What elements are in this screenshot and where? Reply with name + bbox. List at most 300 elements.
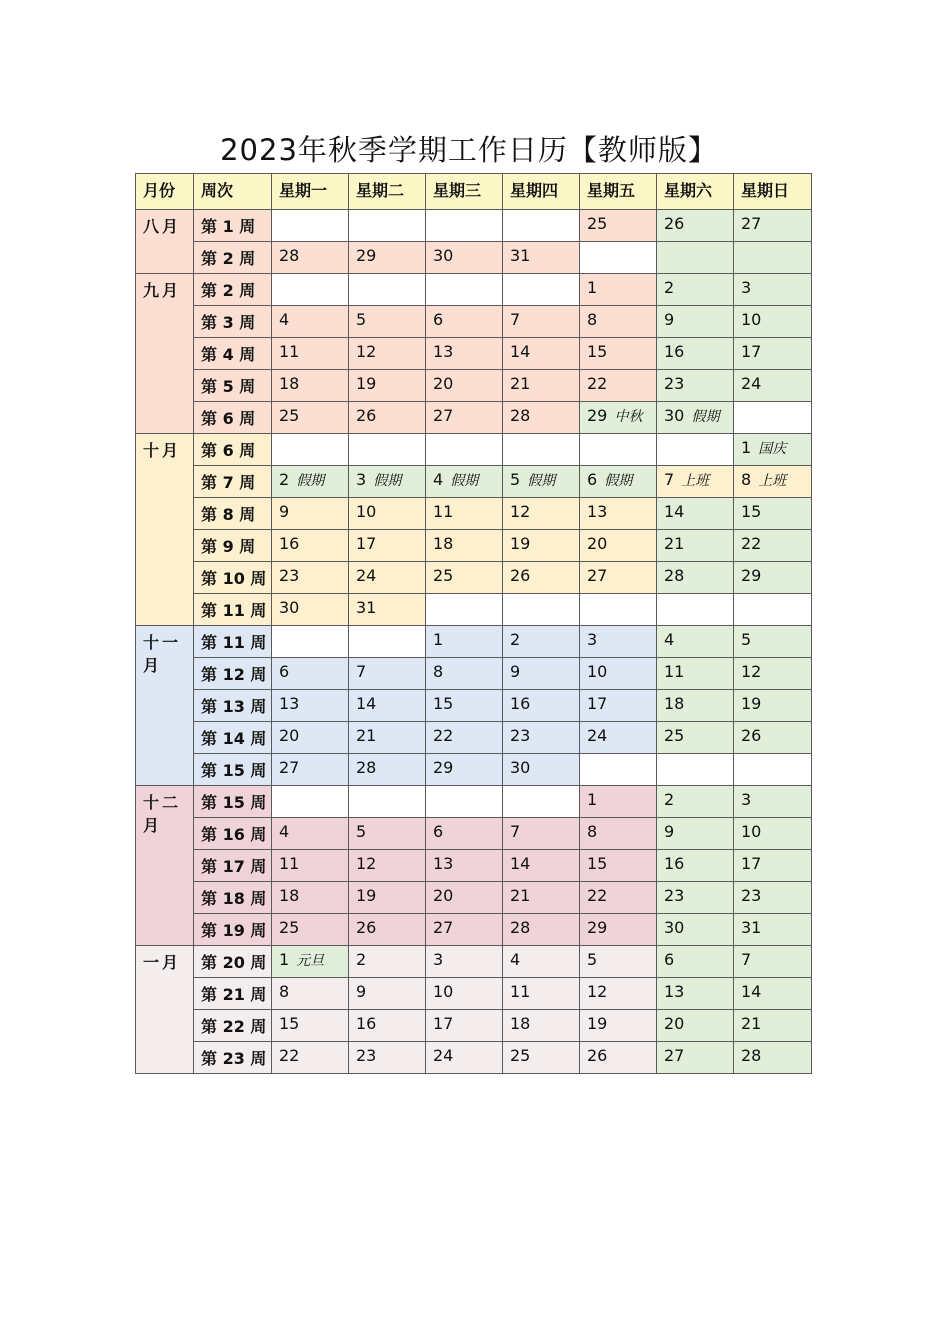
day-cell: [580, 626, 657, 658]
day-number: 14: [664, 502, 685, 521]
day-number: 10: [741, 310, 762, 329]
week-row: [136, 594, 812, 626]
day-number: 4: [510, 950, 521, 969]
day-number: 11: [433, 502, 454, 521]
day-note: 上班: [758, 473, 787, 489]
day-number: 12: [356, 342, 377, 361]
day-cell: [426, 850, 503, 882]
day-number: 8: [741, 470, 752, 489]
day-number: 23: [664, 886, 685, 905]
day-cell: [349, 434, 426, 466]
day-cell: [272, 434, 349, 466]
day-number: 24: [741, 374, 762, 393]
day-number: 30: [433, 246, 454, 265]
day-number: 7: [510, 310, 521, 329]
day-cell: [272, 946, 349, 978]
day-cell: [657, 1010, 734, 1042]
day-cell: [426, 754, 503, 786]
day-cell: [426, 370, 503, 402]
day-cell: [580, 466, 657, 498]
day-number: 29: [587, 406, 608, 425]
day-cell: [580, 1042, 657, 1074]
week-label: 第 9 周: [194, 530, 272, 562]
day-cell: [272, 626, 349, 658]
day-cell: [272, 594, 349, 626]
day-cell: [349, 402, 426, 434]
day-number: 12: [356, 854, 377, 873]
week-label: 第 16 周: [194, 818, 272, 850]
day-cell: [657, 338, 734, 370]
week-row: [136, 658, 812, 690]
day-cell: [272, 658, 349, 690]
day-cell: [503, 1042, 580, 1074]
day-cell: [426, 978, 503, 1010]
day-cell: [503, 818, 580, 850]
week-row: [136, 914, 812, 946]
day-cell: [734, 434, 812, 466]
day-cell: [272, 786, 349, 818]
day-number: 28: [741, 1046, 762, 1065]
day-cell: [503, 402, 580, 434]
day-cell: [657, 754, 734, 786]
day-cell: [734, 754, 812, 786]
day-cell: [272, 210, 349, 242]
week-row: [136, 882, 812, 914]
day-cell: [734, 306, 812, 338]
day-note: 中秋: [614, 409, 643, 425]
day-cell: [657, 850, 734, 882]
day-number: 2: [356, 950, 367, 969]
day-cell: [426, 1010, 503, 1042]
day-number: 17: [587, 694, 608, 713]
day-cell: [580, 402, 657, 434]
week-row: [136, 626, 812, 658]
day-cell: [349, 626, 426, 658]
week-label: 第 14 周: [194, 722, 272, 754]
day-number: 15: [587, 342, 608, 361]
day-number: 30: [279, 598, 300, 617]
day-cell: [272, 274, 349, 306]
day-cell: [349, 338, 426, 370]
day-cell: [657, 978, 734, 1010]
day-cell: [657, 274, 734, 306]
month-label: 九月: [136, 274, 194, 434]
day-number: 18: [510, 1014, 531, 1033]
day-cell: [349, 210, 426, 242]
day-cell: [272, 690, 349, 722]
week-label: 第 21 周: [194, 978, 272, 1010]
header-row: [136, 174, 812, 210]
day-cell: [503, 946, 580, 978]
week-row: [136, 978, 812, 1010]
week-row: [136, 242, 812, 274]
day-cell: [657, 498, 734, 530]
day-cell: [503, 338, 580, 370]
day-cell: [426, 402, 503, 434]
day-cell: [272, 1010, 349, 1042]
week-row: [136, 1010, 812, 1042]
day-number: 25: [510, 1046, 531, 1065]
week-label: 第 1 周: [194, 210, 272, 242]
day-cell: [349, 946, 426, 978]
day-number: 8: [587, 822, 598, 841]
day-cell: [426, 882, 503, 914]
day-cell: [426, 594, 503, 626]
day-number: 3: [587, 630, 598, 649]
day-number: 6: [587, 470, 598, 489]
day-number: 12: [741, 662, 762, 681]
week-label: 第 2 周: [194, 274, 272, 306]
week-label: 第 11 周: [194, 626, 272, 658]
day-number: 1: [433, 630, 444, 649]
day-number: 22: [587, 886, 608, 905]
day-number: 9: [510, 662, 521, 681]
day-cell: [580, 914, 657, 946]
day-number: 15: [433, 694, 454, 713]
week-row: [136, 306, 812, 338]
day-number: 25: [279, 918, 300, 937]
day-number: 8: [279, 982, 290, 1001]
day-cell: [426, 530, 503, 562]
day-cell: [734, 978, 812, 1010]
day-number: 1: [279, 950, 290, 969]
day-cell: [734, 594, 812, 626]
day-number: 10: [356, 502, 377, 521]
day-cell: [734, 882, 812, 914]
day-cell: [734, 274, 812, 306]
day-number: 13: [664, 982, 685, 1001]
day-cell: [503, 690, 580, 722]
day-number: 20: [279, 726, 300, 745]
week-label: 第 18 周: [194, 882, 272, 914]
day-cell: [349, 1010, 426, 1042]
day-number: 4: [279, 310, 290, 329]
day-cell: [734, 402, 812, 434]
day-cell: [503, 882, 580, 914]
day-number: 16: [510, 694, 531, 713]
day-number: 2: [664, 278, 675, 297]
day-number: 24: [433, 1046, 454, 1065]
week-label: 第 6 周: [194, 402, 272, 434]
day-number: 18: [664, 694, 685, 713]
day-cell: [349, 498, 426, 530]
day-number: 28: [664, 566, 685, 585]
calendar-body: [136, 210, 812, 1074]
day-cell: [580, 498, 657, 530]
day-cell: [426, 818, 503, 850]
day-number: 6: [664, 950, 675, 969]
day-cell: [349, 786, 426, 818]
day-number: 18: [279, 886, 300, 905]
day-cell: [426, 722, 503, 754]
week-row: [136, 690, 812, 722]
day-number: 29: [433, 758, 454, 777]
day-cell: [349, 594, 426, 626]
day-cell: [580, 306, 657, 338]
day-number: 7: [356, 662, 367, 681]
day-number: 19: [510, 534, 531, 553]
day-cell: [734, 530, 812, 562]
day-number: 17: [356, 534, 377, 553]
day-number: 9: [664, 822, 675, 841]
day-cell: [580, 274, 657, 306]
day-number: 16: [664, 854, 685, 873]
day-number: 3: [741, 278, 752, 297]
day-note: 上班: [681, 473, 710, 489]
day-number: 14: [510, 854, 531, 873]
day-cell: [426, 306, 503, 338]
day-cell: [272, 402, 349, 434]
day-cell: [580, 818, 657, 850]
day-number: 16: [664, 342, 685, 361]
month-label: 十一月: [136, 626, 194, 786]
day-number: 15: [741, 502, 762, 521]
day-note: 假期: [296, 473, 325, 489]
day-number: 11: [279, 342, 300, 361]
day-cell: [580, 850, 657, 882]
day-number: 22: [433, 726, 454, 745]
day-cell: [503, 210, 580, 242]
day-cell: [503, 434, 580, 466]
day-number: 6: [433, 310, 444, 329]
day-number: 19: [741, 694, 762, 713]
day-cell: [657, 722, 734, 754]
day-number: 14: [356, 694, 377, 713]
month-label: 八月: [136, 210, 194, 274]
day-number: 27: [433, 918, 454, 937]
day-number: 26: [664, 214, 685, 233]
day-note: 假期: [527, 473, 556, 489]
day-number: 12: [587, 982, 608, 1001]
week-label: 第 19 周: [194, 914, 272, 946]
day-cell: [349, 562, 426, 594]
week-label: 第 10 周: [194, 562, 272, 594]
week-label: 第 6 周: [194, 434, 272, 466]
day-number: 28: [279, 246, 300, 265]
day-number: 4: [664, 630, 675, 649]
day-number: 26: [356, 406, 377, 425]
week-row: [136, 466, 812, 498]
week-label: 第 12 周: [194, 658, 272, 690]
week-row: [136, 754, 812, 786]
day-note: 假期: [604, 473, 633, 489]
week-row: [136, 274, 812, 306]
day-number: 28: [510, 918, 531, 937]
day-number: 7: [664, 470, 675, 489]
day-cell: [349, 818, 426, 850]
day-cell: [580, 658, 657, 690]
day-cell: [503, 722, 580, 754]
day-number: 31: [356, 598, 377, 617]
day-number: 27: [433, 406, 454, 425]
day-number: 12: [510, 502, 531, 521]
day-cell: [734, 1042, 812, 1074]
calendar-table: [135, 173, 812, 1074]
day-number: 23: [664, 374, 685, 393]
day-cell: [580, 562, 657, 594]
day-cell: [657, 210, 734, 242]
day-cell: [657, 626, 734, 658]
day-number: 10: [433, 982, 454, 1001]
week-row: [136, 1042, 812, 1074]
day-cell: [734, 722, 812, 754]
day-cell: [426, 210, 503, 242]
week-row: [136, 530, 812, 562]
day-cell: [734, 338, 812, 370]
day-number: 26: [356, 918, 377, 937]
day-cell: [503, 306, 580, 338]
week-label: 第 11 周: [194, 594, 272, 626]
day-cell: [580, 690, 657, 722]
week-label: 第 15 周: [194, 754, 272, 786]
day-number: 21: [664, 534, 685, 553]
day-cell: [426, 562, 503, 594]
day-number: 30: [664, 918, 685, 937]
day-number: 20: [664, 1014, 685, 1033]
day-number: 21: [510, 886, 531, 905]
day-cell: [426, 658, 503, 690]
day-number: 3: [433, 950, 444, 969]
day-cell: [734, 658, 812, 690]
day-cell: [657, 434, 734, 466]
day-cell: [734, 562, 812, 594]
day-number: 4: [279, 822, 290, 841]
week-row: [136, 402, 812, 434]
day-cell: [272, 850, 349, 882]
day-number: 28: [356, 758, 377, 777]
day-cell: [734, 690, 812, 722]
day-number: 7: [510, 822, 521, 841]
day-cell: [349, 914, 426, 946]
day-cell: [503, 498, 580, 530]
day-cell: [503, 978, 580, 1010]
header-fri: 星期五: [580, 174, 657, 210]
day-note: 假期: [373, 473, 402, 489]
day-number: 16: [356, 1014, 377, 1033]
day-cell: [580, 978, 657, 1010]
day-cell: [349, 274, 426, 306]
day-number: 1: [587, 790, 598, 809]
day-cell: [657, 562, 734, 594]
day-cell: [272, 306, 349, 338]
day-cell: [580, 882, 657, 914]
day-cell: [657, 818, 734, 850]
day-number: 23: [356, 1046, 377, 1065]
day-cell: [426, 434, 503, 466]
day-cell: [426, 690, 503, 722]
day-number: 11: [510, 982, 531, 1001]
day-cell: [657, 914, 734, 946]
week-row: [136, 722, 812, 754]
day-cell: [272, 754, 349, 786]
day-cell: [426, 626, 503, 658]
day-number: 22: [279, 1046, 300, 1065]
day-number: 2: [279, 470, 290, 489]
day-number: 23: [279, 566, 300, 585]
day-number: 21: [356, 726, 377, 745]
day-cell: [426, 338, 503, 370]
day-number: 10: [741, 822, 762, 841]
day-cell: [734, 914, 812, 946]
day-cell: [580, 754, 657, 786]
week-row: [136, 338, 812, 370]
day-cell: [657, 530, 734, 562]
week-row: [136, 786, 812, 818]
day-cell: [272, 466, 349, 498]
day-number: 27: [279, 758, 300, 777]
day-number: 17: [741, 342, 762, 361]
day-number: 22: [741, 534, 762, 553]
week-label: 第 5 周: [194, 370, 272, 402]
day-cell: [734, 466, 812, 498]
day-cell: [426, 466, 503, 498]
day-number: 19: [356, 886, 377, 905]
week-row: [136, 434, 812, 466]
day-note: 假期: [691, 409, 720, 425]
day-cell: [503, 914, 580, 946]
day-number: 21: [741, 1014, 762, 1033]
day-cell: [349, 658, 426, 690]
day-number: 13: [587, 502, 608, 521]
day-number: 31: [510, 246, 531, 265]
day-number: 13: [433, 342, 454, 361]
day-number: 5: [510, 470, 521, 489]
day-number: 25: [433, 566, 454, 585]
day-cell: [734, 498, 812, 530]
day-cell: [657, 466, 734, 498]
month-label: 一月: [136, 946, 194, 1074]
day-cell: [580, 338, 657, 370]
day-cell: [426, 946, 503, 978]
day-cell: [657, 402, 734, 434]
day-cell: [349, 690, 426, 722]
day-number: 10: [587, 662, 608, 681]
day-cell: [272, 562, 349, 594]
day-note: 假期: [450, 473, 479, 489]
day-cell: [272, 498, 349, 530]
day-number: 30: [664, 406, 685, 425]
day-number: 6: [279, 662, 290, 681]
day-cell: [657, 946, 734, 978]
day-number: 18: [279, 374, 300, 393]
week-label: 第 20 周: [194, 946, 272, 978]
day-cell: [503, 786, 580, 818]
week-label: 第 8 周: [194, 498, 272, 530]
week-label: 第 22 周: [194, 1010, 272, 1042]
day-cell: [426, 1042, 503, 1074]
day-number: 24: [587, 726, 608, 745]
day-number: 8: [587, 310, 598, 329]
day-cell: [349, 242, 426, 274]
day-cell: [349, 850, 426, 882]
day-cell: [734, 946, 812, 978]
week-row: [136, 818, 812, 850]
day-cell: [272, 338, 349, 370]
header-month: 月份: [136, 174, 194, 210]
day-cell: [272, 818, 349, 850]
day-cell: [349, 530, 426, 562]
header-tue: 星期二: [349, 174, 426, 210]
week-row: [136, 562, 812, 594]
day-cell: [349, 306, 426, 338]
day-number: 24: [356, 566, 377, 585]
day-cell: [503, 562, 580, 594]
day-cell: [657, 658, 734, 690]
day-number: 20: [433, 886, 454, 905]
day-cell: [580, 722, 657, 754]
day-number: 23: [741, 886, 762, 905]
day-cell: [734, 626, 812, 658]
